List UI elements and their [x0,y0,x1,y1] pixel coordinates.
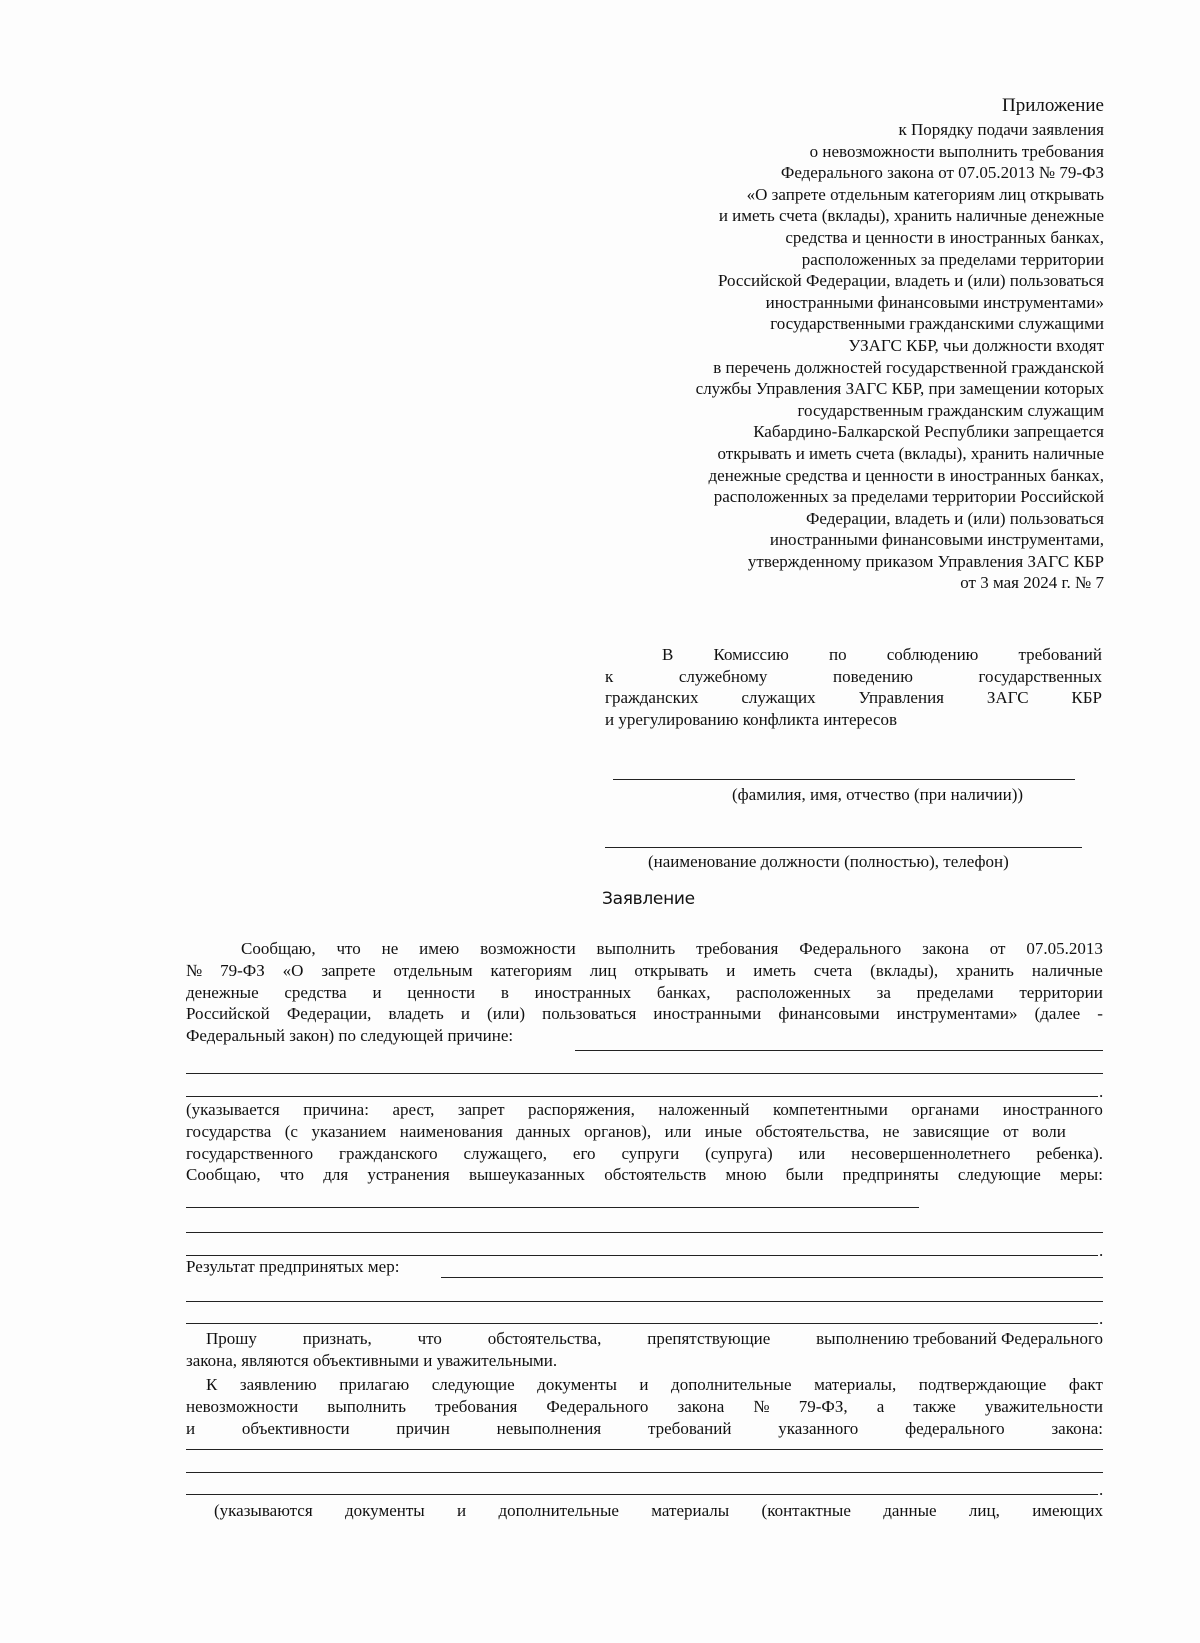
word: зависящие [912,1121,990,1141]
appendix-line: Федерации, владеть и (или) пользоваться [805,508,1104,528]
word: его [572,1143,596,1163]
text-line [186,1418,1103,1440]
word: органами [911,1100,980,1119]
word: иностранными [653,1004,762,1024]
word: закона [922,939,969,958]
word: банках, [656,982,711,1002]
word: и [186,1418,196,1438]
word: (с [284,1121,298,1141]
document-title: Заявление [602,889,695,909]
addressee-line [605,644,1102,666]
word: не [882,1121,900,1141]
word: предприняты [842,1165,939,1185]
attachments-fill-line [186,1449,1103,1450]
text-line [186,1143,1103,1165]
word: владеть [388,1004,444,1024]
attachments-fill-line [186,1472,1103,1473]
word: Управления [858,688,944,708]
appendix-line: о невозможности выполнить требования [809,141,1104,161]
appendix-line: средства и ценности в иностранных банках, [785,227,1104,247]
word: иметь [753,960,796,980]
text-line [186,1003,1103,1025]
line-end-period: . [1099,1241,1104,1260]
measures-fill-line [186,1207,919,1208]
word: государственных [978,666,1102,686]
word: Федерального [546,1396,649,1416]
result-fill-line [186,1301,1103,1302]
appendix-line: иностранными финансовыми инструментами, [769,530,1104,550]
word: невозможности [186,1396,299,1416]
word: счета [813,960,853,980]
word: категориям [490,960,572,980]
text-line [186,960,1103,982]
position-fill-line [605,847,1082,848]
word: прилагаю [339,1375,410,1394]
word: (указывается [186,1100,280,1119]
text-line [186,982,1103,1004]
text-line [186,1099,1103,1121]
text-line [186,938,1103,960]
text-line: Федеральный закон) по следующей причине: [186,1026,514,1046]
word: препятствующие [647,1329,771,1348]
word: арест, [392,1100,435,1119]
word: также [913,1396,956,1416]
word: служащего, [463,1143,548,1163]
word: выполнить [596,939,676,958]
word: имею [419,939,460,958]
word: устранения [367,1165,450,1185]
word: 07.05.2013 [1026,939,1103,958]
statement-paragraph [186,938,1103,1047]
word: расположенных [736,982,851,1002]
word: и [457,1501,467,1520]
position-caption: (наименование должности (полностью), телефон) [648,852,1009,871]
word: за [876,982,891,1002]
word: государственного [186,1143,314,1163]
word: распоряжения, [527,1100,635,1119]
line-end-period: . [1099,1309,1104,1328]
appendix-line: расположенных за пределами территории Российской [713,487,1104,507]
word: невыполнения [496,1418,602,1438]
word: средства [284,982,347,1002]
appendix-line: «О запрете отдельным категориям лиц открывать [746,184,1104,204]
word: требований [1018,645,1102,664]
word: (далее [1034,1004,1081,1024]
appendix-line: государственным гражданским служащим [797,400,1104,420]
word: Комиссию [713,645,789,664]
word: документы [537,1375,617,1394]
reason-fill-line [186,1073,1103,1074]
word: выполнить [327,1396,406,1416]
word: «О [282,960,304,980]
appendix-line: службы Управления ЗАГС КБР, при замещении которых [695,379,1104,399]
appendix-line: от 3 мая 2024 г. № 7 [960,573,1104,593]
appendix-line: расположенных за пределами территории [801,249,1104,269]
appendix-line: иностранными финансовыми инструментами» [765,292,1104,312]
text-line: закона, являются объективными и уважительными. [186,1350,558,1370]
appendix-line: денежные средства и ценности в иностранных банках, [708,465,1104,485]
word: закона [677,1396,725,1416]
word: причин [396,1418,450,1438]
word: (указываются [214,1501,313,1520]
word: а [876,1396,885,1416]
word: наименования [399,1121,503,1141]
word: запрет [457,1100,505,1119]
line-end-period: . [1099,1082,1104,1101]
word: КБР [1071,688,1102,708]
word: гражданского [339,1143,438,1163]
word: ребенка). [1036,1143,1103,1163]
word: подтверждающие [918,1375,1047,1394]
word: пределами [916,982,994,1002]
word: и [460,1004,470,1024]
word: Федерального [799,939,902,958]
word: обстоятельств [604,1165,707,1185]
word: территории [1019,982,1103,1002]
fio-fill-line [613,779,1075,780]
reason-note [186,1099,1103,1186]
word: государства [186,1121,272,1141]
text-line [186,1164,1103,1186]
appendix-line: Кабардино-Балкарской Республики запрещается [753,422,1104,442]
addressee-line: и урегулированию конфликта интересов [605,709,898,729]
word: указанием [311,1121,387,1141]
word: К [206,1375,218,1394]
word: ценности [407,982,476,1002]
word: документы [345,1501,425,1520]
word: следующие [957,1165,1041,1185]
word: для [323,1165,349,1185]
attachments-fill-line [186,1494,1098,1495]
word: отдельным [393,960,473,980]
word: лиц [589,960,617,980]
word: причина: [303,1100,369,1119]
word: меры: [1059,1165,1103,1185]
word: данных [516,1121,571,1141]
appendix-line: и иметь счета (вклады), хранить наличные денежные [718,206,1104,226]
text-line [186,1328,1103,1350]
word: запрете [321,960,376,980]
word: служебному [678,666,768,686]
word: или [798,1143,826,1163]
word: или [664,1121,692,1141]
attachments-note [186,1500,1103,1522]
word: требования [435,1396,518,1416]
word: (или) [487,1004,526,1024]
word: обстоятельства, [487,1329,602,1348]
fio-caption: (фамилия, имя, отчество (при наличии)) [732,785,1024,804]
word: данные [883,1501,937,1520]
result-fill-line [441,1277,1103,1278]
word: (контактные [761,1501,851,1520]
word: Сообщаю, [241,939,316,958]
result-label: Результат предпринятых мер: [186,1257,400,1276]
word: № [753,1396,770,1416]
word: от [1002,1121,1019,1141]
word: признать, [302,1329,372,1348]
appendix-title: Приложение [1002,95,1104,116]
word: ЗАГС [986,688,1029,708]
word: что [336,939,361,958]
appendix-line: Федерального закона от 07.05.2013 № 79-ФЗ [780,163,1104,183]
word: финансовыми [778,1004,880,1024]
word: следующие [431,1375,515,1394]
word: Федерации, [286,1004,372,1024]
word: закона: [1051,1418,1103,1438]
word: органов), [584,1121,652,1141]
word: наличные [1031,960,1103,980]
word: дополнительные [671,1375,792,1394]
word: федерального [905,1418,1005,1438]
word: В [662,645,674,664]
word: объективности [241,1418,350,1438]
measures-fill-line [186,1255,1098,1256]
word: служащих [741,688,816,708]
reason-fill-line [575,1050,1103,1051]
appendix-line: к Порядку подачи заявления [898,120,1104,139]
word: заявлению [239,1375,317,1394]
word: материалы, [814,1375,897,1394]
request-paragraph [186,1328,1103,1372]
word: пользоваться [542,1004,637,1024]
reason-fill-line [186,1096,1098,1097]
word: имеющих [1032,1501,1103,1520]
word: компетентными [772,1100,888,1119]
word: наложенный [658,1100,750,1119]
word: вышеуказанных [468,1165,586,1185]
word: 79-ФЗ [220,960,265,980]
word: открывать [634,960,709,980]
word: дополнительные [498,1501,619,1520]
appendix-line: в перечень должностей государственной гражданской [713,357,1104,377]
addressee-line [605,687,1102,709]
word: денежные [186,982,259,1002]
word: требований [647,1418,732,1438]
word: уважительности [984,1396,1103,1416]
text-line [186,1374,1103,1396]
word: не [381,939,399,958]
word: мною [725,1165,767,1185]
word: иные [704,1121,743,1141]
word: иностранного [1002,1100,1103,1119]
word: требования [696,939,779,958]
word: воли [1032,1121,1066,1141]
appendix-line: УЗАГС КБР, чьи должности входят [848,335,1104,355]
text-line [186,1121,1066,1143]
line-end-period: . [1099,1480,1104,1499]
word: от [989,939,1006,958]
word: № [186,960,203,980]
addressee-line [605,666,1102,688]
word: иностранных [534,982,632,1002]
word: выполнению требований Федерального [816,1329,1103,1348]
word: к [605,666,614,686]
word: несовершеннолетнего [851,1143,1011,1163]
result-fill-line [186,1323,1098,1324]
appendix-line: утвержденному приказом Управления ЗАГС КБР [747,551,1104,571]
attachments-paragraph [186,1374,1103,1439]
word: гражданских [605,688,699,708]
word: поведению [832,666,913,686]
word: Российской [186,1004,270,1024]
word: (вклады), [870,960,939,980]
word: по [828,645,847,664]
word: материалы [651,1501,730,1520]
word: что [279,1165,305,1185]
word: обстоятельства, [755,1121,870,1141]
word: инструментами» [896,1004,1018,1024]
word: лиц, [968,1501,1000,1520]
appendix-line: государственными гражданскими служащими [770,314,1104,334]
word: Прошу [206,1329,257,1348]
word: и [726,960,736,980]
word: (супруга) [705,1143,773,1163]
addressee-block [605,644,1102,730]
appendix-block [544,94,1104,594]
word: хранить [956,960,1014,980]
appendix-line: Российской Федерации, владеть и (или) пользоваться [717,271,1104,291]
word: были [785,1165,824,1185]
text-line [186,1396,1103,1418]
word: возможности [480,939,576,958]
word: соблюдению [886,645,979,664]
word: указанного [778,1418,859,1438]
word: и [372,982,382,1002]
word: 79-ФЗ, [798,1396,848,1416]
appendix-line: открывать и иметь счета (вклады), хранить наличные [717,443,1104,463]
word: супруги [621,1143,680,1163]
word: Сообщаю, [186,1165,261,1185]
word: и [639,1375,649,1394]
word: факт [1068,1375,1103,1394]
word: - [1097,1004,1103,1024]
measures-fill-line [186,1232,1103,1233]
text-line [186,1500,1103,1522]
word: в [500,982,509,1002]
word: что [417,1329,442,1348]
